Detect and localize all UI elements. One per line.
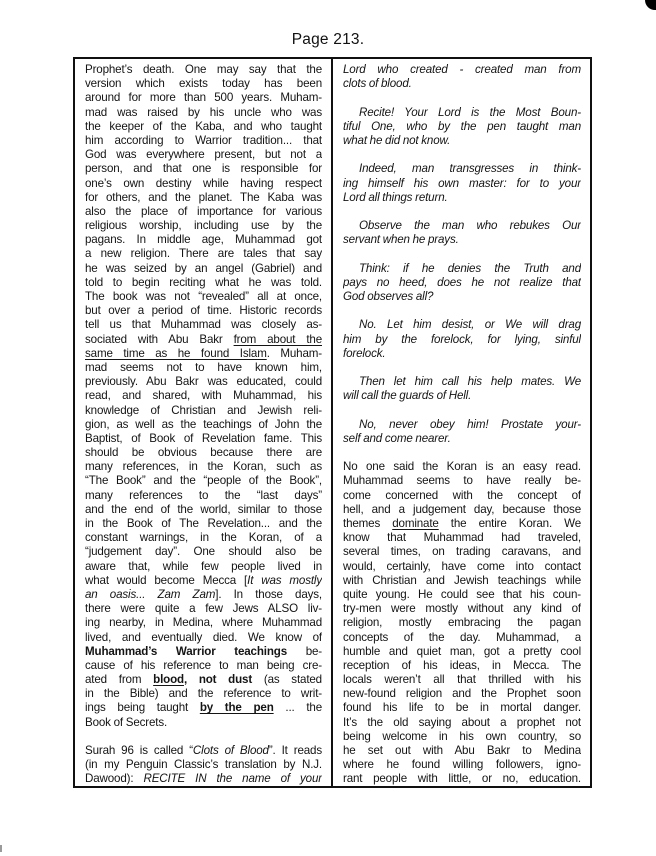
text-line: religious worship, including use by the — [85, 219, 322, 233]
text-line: an oasis... Zam Zam]. In those days, — [85, 587, 322, 601]
text-line: tiful One, who by the pen taught man — [343, 119, 581, 133]
text-line: Surah 96 is called “Clots of Blood”. It reads — [85, 744, 322, 757]
text-line: sociated with Abu Bakr from about the — [85, 332, 322, 346]
text-line: Prophet’s death. One may say that the — [85, 63, 322, 76]
right-column — [333, 59, 590, 786]
text-line: “judgement day”. One should also be — [85, 545, 322, 559]
text-line: “The Book” and the “people of the Book”, — [85, 474, 322, 488]
text-line: pagans. In middle age, Muhammad got — [85, 233, 322, 247]
text-line: told to begin reciting what he was told. — [85, 275, 322, 289]
text-line: should be obvious because there are — [85, 446, 322, 460]
text-line: God was everywhere present, but not a — [85, 148, 322, 162]
text-line: Muhammad seems to have really be- — [343, 474, 581, 488]
text-line: ings being taught by the pen ... the — [85, 701, 322, 715]
text-line: pays no heed, does he not realize that — [343, 275, 581, 289]
text-line: many references to the “last days” — [85, 488, 322, 502]
text-line: one’s own destiny while having respect — [85, 176, 322, 190]
text-line: No one said the Koran is an easy read. — [343, 460, 581, 474]
text-line: tell us that Muhammad was closely as- — [85, 318, 322, 332]
text-line: (in my Penguin Classic’s translation by N.J. — [85, 758, 322, 772]
text-line: humble and quiet man, got a pretty cool — [343, 644, 581, 658]
text-line: The book was not “revealed” all at once, — [85, 290, 322, 303]
left-column — [75, 59, 333, 786]
text-line: and the end of the world, similar to those — [85, 502, 322, 516]
text-line: several times, on trading caravans, and — [343, 545, 581, 559]
blank-line — [343, 404, 581, 418]
text-line: also the place of importance for various — [85, 204, 322, 218]
text-line: lived, and eventually died. We know of — [85, 630, 322, 644]
text-line: a new religion. There are tales that say — [85, 247, 322, 261]
text-line: Then let him call his help mates. We — [359, 375, 581, 389]
scan-artifact-bottom-left — [0, 845, 2, 852]
blank-line — [343, 205, 581, 219]
text-line: in the Book of The Revelation... and the — [85, 517, 322, 530]
text-line: aware that, while few people lived in — [85, 559, 322, 573]
text-line: try-men were mostly without any kind of — [343, 602, 581, 616]
text-line: clots of blood. — [343, 77, 412, 91]
text-line: Lord all things return. — [343, 190, 448, 204]
text-line: It’s the old saying about a prophet not — [343, 715, 581, 729]
text-line: him by the forelock, for lying, sinful — [343, 332, 581, 346]
text-line: he was seized by an angel (Gabriel) and — [85, 261, 322, 275]
text-line: but over a period of time. Historic records — [85, 304, 322, 318]
text-line: knowledge of Christian and Jewish reli- — [85, 403, 322, 417]
text-line: Lord who created - created man from — [343, 63, 581, 76]
blank-line — [343, 91, 581, 105]
text-line: person, and that one is responsible for — [85, 162, 322, 176]
text-line: servant when he prays. — [343, 233, 459, 247]
text-line: rant people with little, or no, education. — [343, 772, 581, 786]
text-line: would, certainly, have come into contact — [343, 559, 581, 573]
text-line: Observe the man who rebukes Our — [359, 219, 581, 233]
text-line: No. Let him desist, or We will drag — [359, 318, 581, 332]
text-line: come concerned with the concept of — [343, 488, 581, 502]
text-line: mad was raised by his uncle who was — [85, 105, 322, 119]
text-line: the keeper of the Kaba, and who taught — [85, 119, 322, 133]
text-line: locals weren’t all that thrilled with his — [343, 673, 581, 687]
text-line: previously. Abu Bakr was educated, could — [85, 375, 322, 389]
text-line: hell, and a judgement day, because those — [343, 502, 581, 516]
text-line: around for more than 500 years. Muham- — [85, 91, 322, 105]
text-box — [73, 57, 592, 788]
text-line: he set out with Abu Bakr to Medina — [343, 744, 581, 757]
text-line: God observes all? — [343, 290, 434, 303]
blank-line — [343, 304, 581, 318]
blank-line — [343, 148, 581, 162]
text-line: quite young. He could see that his coun- — [343, 587, 581, 601]
text-line: concepts of the day. Muhammad, a — [343, 630, 581, 644]
scan-artifact-top-right — [645, 0, 656, 10]
text-line: themes dominate the entire Koran. We — [343, 517, 581, 530]
text-line: Muhammad’s Warrior teachings be- — [85, 644, 322, 658]
text-line: Recite! Your Lord is the Most Boun- — [359, 105, 581, 119]
text-line: self and come nearer. — [343, 431, 451, 445]
text-line: him according to Warrior tradition... that — [85, 133, 322, 147]
blank-line — [343, 446, 581, 460]
text-line: Indeed, man transgresses in think- — [359, 162, 581, 176]
text-line: ing nearby, in Medina, where Muhammad — [85, 616, 322, 630]
text-line: what would become Mecca [It was mostly — [85, 573, 322, 587]
text-line: Book of Secrets. — [85, 715, 168, 729]
text-line: know that Muhammad had traveled, — [343, 531, 581, 545]
text-line: forelock. — [343, 346, 386, 360]
text-line: reception of his ideas, in Mecca. The — [343, 658, 581, 672]
text-line: No, never obey him! Prostate your- — [359, 417, 581, 431]
text-line: gion, as well as the teachings of John the — [85, 417, 322, 431]
blank-line — [85, 730, 322, 744]
page-number-heading: Page 213. — [291, 31, 365, 48]
text-line: cause of his reference to man being cre- — [85, 658, 322, 672]
text-line: religion, mostly embracing the pagan — [343, 616, 581, 630]
text-line: mad seems not to have known him, — [85, 360, 322, 374]
text-line: many references, in the Koran, such as — [85, 460, 322, 474]
text-line: Think: if he denies the Truth and — [359, 261, 581, 275]
text-line: found his life to be in mortal danger. — [343, 701, 581, 715]
text-line: ing himself his own master: for to your — [343, 176, 581, 190]
text-line: there were quite a few Jews ALSO liv- — [85, 602, 322, 616]
text-line: read, and shared, with Muhammad, his — [85, 389, 322, 403]
text-line: new-found religion and the Prophet soon — [343, 687, 581, 701]
text-line: being welcome in his own country, so — [343, 729, 581, 743]
text-line: ated from blood, not dust (as stated — [85, 673, 322, 687]
text-line: Baptist, of Book of Revelation fame. This — [85, 431, 322, 445]
text-line: with Christian and Jewish teachings while — [343, 573, 581, 587]
text-line: version which exists today has been — [85, 77, 322, 91]
text-line: Dawood): RECITE IN the name of your — [85, 772, 322, 786]
text-line: same time as he found Islam. Muham- — [85, 346, 322, 360]
blank-line — [343, 361, 581, 375]
blank-line — [343, 247, 581, 261]
text-line: where he found willing followers, igno- — [343, 758, 581, 772]
text-line: for others, and the planet. The Kaba was — [85, 190, 322, 204]
text-line: will call the guards of Hell. — [343, 389, 472, 403]
text-line: what he did not know. — [343, 133, 451, 147]
text-line: in the Bible) and the reference to writ- — [85, 687, 322, 701]
text-line: constant warnings, in the Koran, of a — [85, 531, 322, 545]
